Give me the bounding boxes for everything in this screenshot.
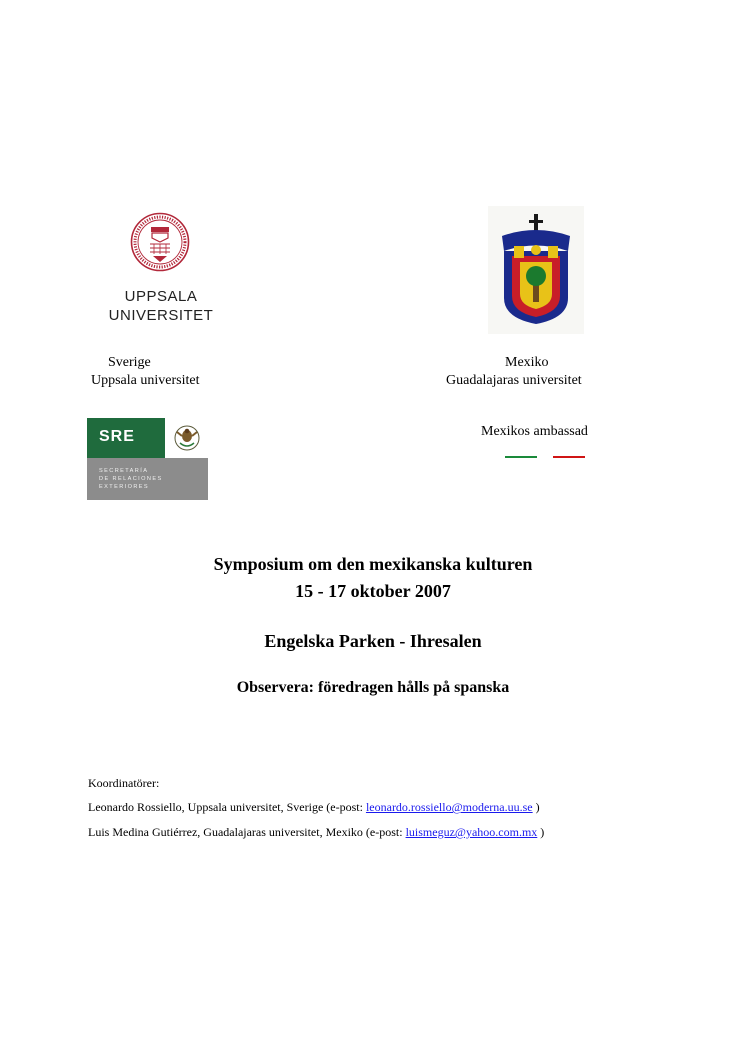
sre-abbr: SRE xyxy=(99,428,135,445)
sre-line2: DE RELACIONES xyxy=(99,476,163,482)
coordinator-line xyxy=(88,799,540,815)
uppsala-wordmark-line2: UNIVERSITET xyxy=(108,307,214,324)
sre-line3: EXTERIORES xyxy=(99,484,150,490)
event-title: Symposium om den mexikanska kulturen xyxy=(213,554,533,574)
mexico-eagle-icon xyxy=(173,423,201,453)
coordinators-heading: Koordinatörer: xyxy=(88,776,160,790)
coordinator-close: ) xyxy=(537,825,545,839)
coordinator-text: Luis Medina Gutiérrez, Guadalajaras universitet, Mexiko (e-post: xyxy=(88,825,406,839)
coordinator-text: Leonardo Rossiello, Uppsala universitet, Sverige (e-post: xyxy=(88,800,366,814)
coordinator-email-link[interactable]: leonardo.rossiello@moderna.uu.se xyxy=(365,800,533,814)
mexico-country: Mexiko xyxy=(505,355,549,370)
uppsala-wordmark-line1: UPPSALA xyxy=(124,288,198,305)
coordinator-email-link[interactable]: luismeguz@yahoo.com.mx xyxy=(405,825,538,839)
coordinator-close: ) xyxy=(532,800,540,814)
sre-logo xyxy=(87,418,208,500)
flag-stripe-green xyxy=(505,456,537,458)
sre-line1: SECRETARÍA xyxy=(99,468,149,474)
event-venue: Engelska Parken - Ihresalen xyxy=(264,631,482,651)
embassy-label: Mexikos ambassad xyxy=(481,424,588,439)
guadalajara-crest-logo xyxy=(488,206,584,334)
flag-stripe-red xyxy=(553,456,585,458)
sweden-university: Uppsala universitet xyxy=(91,373,200,388)
mexico-university: Guadalajaras universitet xyxy=(446,373,582,388)
sweden-country: Sverige xyxy=(108,355,151,370)
coordinator-line xyxy=(88,824,544,840)
event-note: Observera: föredragen hålls på spanska xyxy=(236,679,510,696)
event-dates: 15 - 17 oktober 2007 xyxy=(295,581,451,601)
uppsala-wordmark xyxy=(96,287,226,325)
uppsala-seal-logo xyxy=(130,212,190,272)
